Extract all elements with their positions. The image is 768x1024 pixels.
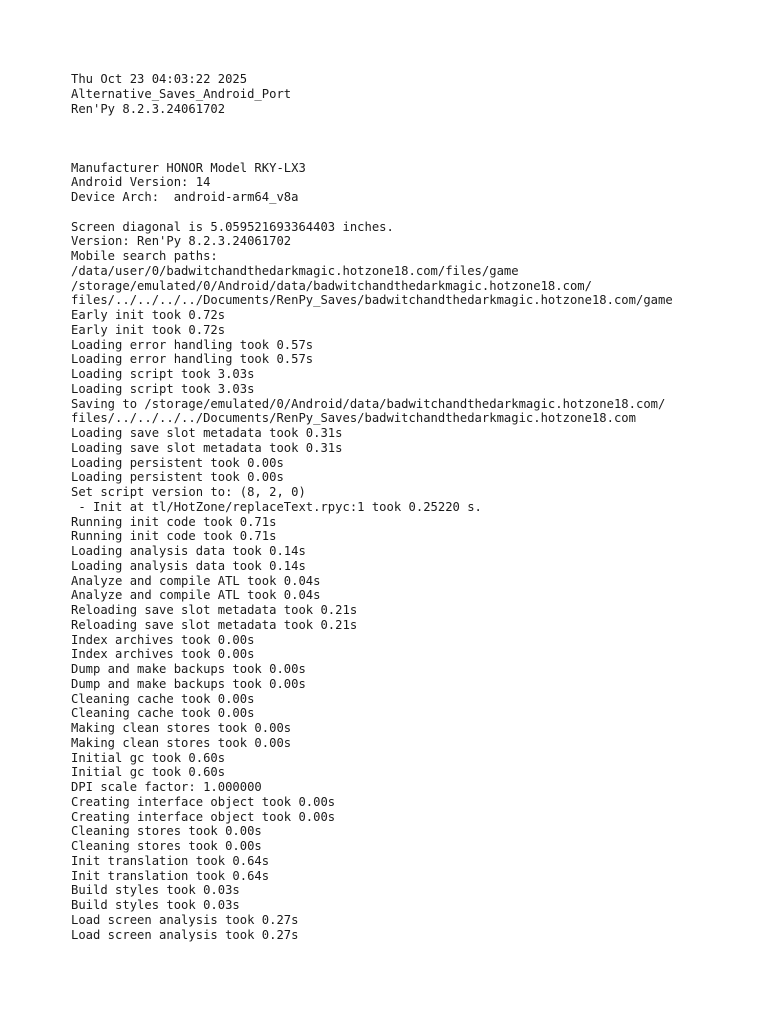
log-line: Thu Oct 23 04:03:22 2025 xyxy=(71,72,248,86)
log-line: Dump and make backups took 0.00s xyxy=(71,662,306,676)
log-document xyxy=(71,72,761,942)
log-line: Loading error handling took 0.57s xyxy=(71,352,314,367)
log-line: Loading persistent took 0.00s xyxy=(71,470,284,485)
log-line: Dump and make backups took 0.00s xyxy=(71,676,306,691)
log-line: Making clean stores took 0.00s xyxy=(71,721,292,735)
blank-line xyxy=(71,131,761,146)
log-line: Loading analysis data took 0.14s xyxy=(71,558,306,573)
log-line: Alternative_Saves_Android_Port xyxy=(71,86,292,101)
log-line: Ren'Py 8.2.3.24061702 xyxy=(71,101,226,116)
log-line: Mobile search paths: xyxy=(71,249,218,263)
log-line: Version: Ren'Py 8.2.3.24061702 xyxy=(71,234,292,249)
log-line: /data/user/0/badwitchandthedarkmagic.hotzone18.com/files/game xyxy=(71,263,519,278)
log-line: Init translation took 0.64s xyxy=(71,853,270,868)
log-line: Manufacturer HONOR Model RKY-LX3 xyxy=(71,160,306,175)
log-line: Loading analysis data took 0.14s xyxy=(71,544,306,558)
log-line: Cleaning stores took 0.00s xyxy=(71,824,262,839)
log-line: Running init code took 0.71s xyxy=(71,529,277,544)
log-line: files/../../../../Documents/RenPy_Saves/badwitchandthedarkmagic.hotzone18.com/game xyxy=(71,293,673,308)
log-line: Screen diagonal is 5.059521693364403 inches. xyxy=(71,219,394,234)
log-line: Init translation took 0.64s xyxy=(71,868,270,883)
log-line: files/../../../../Documents/RenPy_Saves/badwitchandthedarkmagic.hotzone18.com xyxy=(71,411,636,426)
log-line: Making clean stores took 0.00s xyxy=(71,735,292,750)
log-line: Loading script took 3.03s xyxy=(71,381,255,396)
blank-line xyxy=(71,146,761,161)
log-line: Initial gc took 0.60s xyxy=(71,750,226,765)
log-line: - Init at tl/HotZone/replaceText.rpyc:1 took 0.25220 s. xyxy=(71,499,482,514)
log-line: Reloading save slot metadata took 0.21s xyxy=(71,603,358,617)
log-line: Loading persistent took 0.00s xyxy=(71,455,284,470)
log-line: DPI scale factor: 1.000000 xyxy=(71,780,262,794)
log-line: Loading error handling took 0.57s xyxy=(71,337,314,352)
blank-line xyxy=(71,116,761,131)
log-line: Index archives took 0.00s xyxy=(71,632,255,647)
log-line: Initial gc took 0.60s xyxy=(71,765,226,780)
log-line: Android Version: 14 xyxy=(71,175,211,190)
log-line: Loading save slot metadata took 0.31s xyxy=(71,426,343,440)
log-line: Build styles took 0.03s xyxy=(71,883,240,898)
log-line: Cleaning cache took 0.00s xyxy=(71,691,255,706)
log-line: Creating interface object took 0.00s xyxy=(71,809,336,824)
log-line: Analyze and compile ATL took 0.04s xyxy=(71,588,321,603)
log-line: Loading save slot metadata took 0.31s xyxy=(71,440,343,455)
log-line: Build styles took 0.03s xyxy=(71,898,240,912)
blank-line xyxy=(71,205,761,220)
log-line: Cleaning stores took 0.00s xyxy=(71,839,262,853)
log-line: Loading script took 3.03s xyxy=(71,367,255,381)
log-line: Early init took 0.72s xyxy=(71,308,226,322)
log-line: Load screen analysis took 0.27s xyxy=(71,912,299,927)
log-line: Early init took 0.72s xyxy=(71,322,226,337)
log-line: Creating interface object took 0.00s xyxy=(71,794,336,809)
log-line: Running init code took 0.71s xyxy=(71,514,277,529)
log-line: Load screen analysis took 0.27s xyxy=(71,927,299,942)
log-line: Saving to /storage/emulated/0/Android/data/badwitchandthedarkmagic.hotzone18.com/ xyxy=(71,396,666,411)
log-line: Index archives took 0.00s xyxy=(71,647,255,662)
log-line: /storage/emulated/0/Android/data/badwitchandthedarkmagic.hotzone18.com/ xyxy=(71,278,592,293)
log-line: Set script version to: (8, 2, 0) xyxy=(71,485,306,499)
log-line: Reloading save slot metadata took 0.21s xyxy=(71,617,358,632)
log-line: Cleaning cache took 0.00s xyxy=(71,706,255,721)
log-line: Device Arch: android-arm64_v8a xyxy=(71,190,299,204)
log-line: Analyze and compile ATL took 0.04s xyxy=(71,573,321,588)
